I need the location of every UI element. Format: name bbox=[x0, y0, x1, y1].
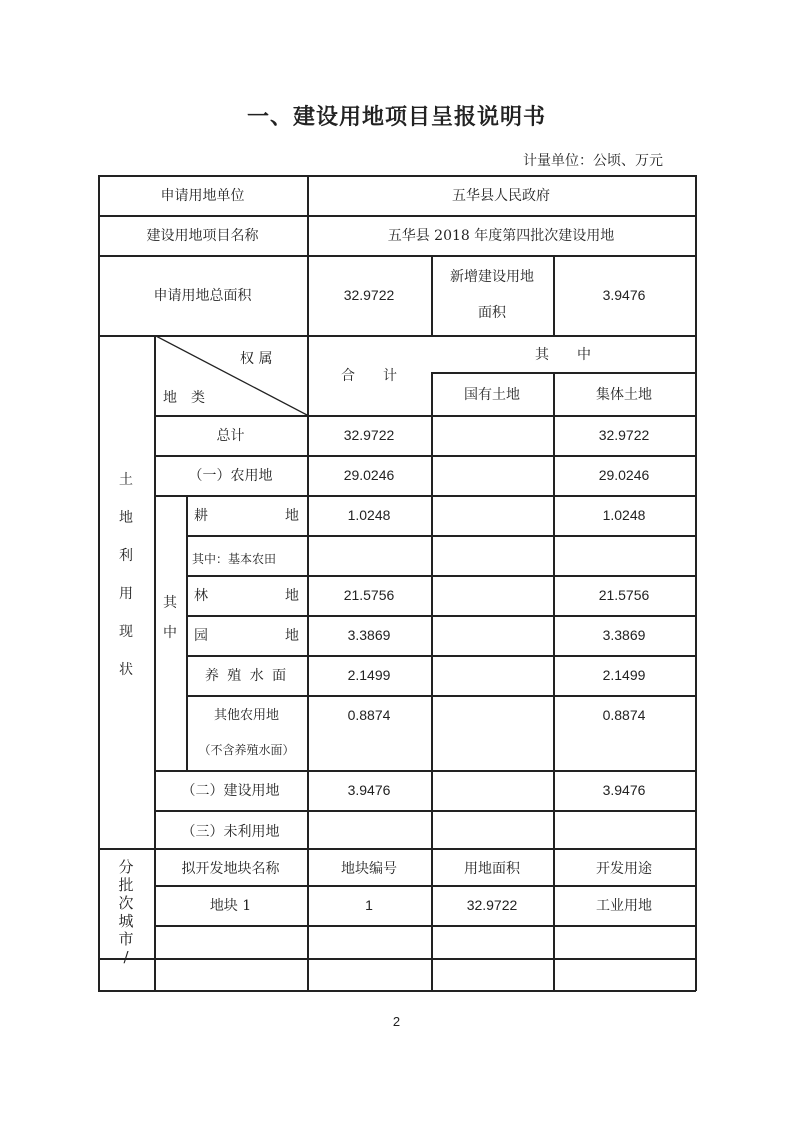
side-char: 市 bbox=[118, 930, 134, 948]
cell-state bbox=[431, 575, 553, 615]
cell-collective: 29.0246 bbox=[598, 467, 650, 483]
empty-cell bbox=[307, 958, 431, 990]
page-number: 2 bbox=[392, 1014, 401, 1029]
applicant-value: 五华县人民政府 bbox=[452, 188, 550, 204]
cell-total bbox=[307, 810, 431, 848]
cell-total: 1.0248 bbox=[347, 507, 391, 523]
cell-collective: 21.5756 bbox=[598, 587, 650, 603]
label-part: 地 bbox=[285, 508, 299, 524]
cell-collective bbox=[553, 810, 695, 848]
land-use-side-label bbox=[98, 455, 154, 695]
row-label: 总计 bbox=[216, 428, 245, 444]
label-part: 林 bbox=[194, 588, 208, 604]
new-area-label-line2: 面积 bbox=[478, 305, 506, 321]
cell-total: 0.8874 bbox=[347, 707, 391, 723]
batch-cell: 地块 1 bbox=[209, 898, 252, 914]
cell-state bbox=[431, 655, 553, 695]
side-char: 现 bbox=[119, 624, 133, 640]
cell-state bbox=[431, 810, 553, 848]
sub-char: 中 bbox=[163, 624, 177, 641]
row-label bbox=[186, 575, 307, 615]
cell-state bbox=[431, 615, 553, 655]
empty-cell bbox=[98, 958, 154, 990]
batch-cell bbox=[307, 925, 431, 958]
sub-char: 其 bbox=[163, 594, 177, 611]
new-area-label-line1: 新增建设用地 bbox=[450, 269, 534, 285]
batch-header: 开发用途 bbox=[596, 860, 652, 877]
cell-total bbox=[307, 535, 431, 575]
cell-collective: 2.1499 bbox=[602, 667, 646, 683]
empty-cell bbox=[431, 958, 553, 990]
side-char: / bbox=[123, 948, 129, 966]
side-char: 用 bbox=[119, 586, 133, 602]
cell-state bbox=[431, 535, 553, 575]
row-label bbox=[186, 615, 307, 655]
cell-total: 32.9722 bbox=[343, 427, 395, 443]
project-value: 五华县 2018 年度第四批次建设用地 bbox=[387, 228, 615, 244]
batch-cell: 工业用地 bbox=[596, 898, 652, 914]
new-area-label bbox=[431, 255, 553, 335]
cell-total: 21.5756 bbox=[343, 587, 395, 603]
batch-header: 地块编号 bbox=[341, 860, 397, 877]
unit-note: 计量单位：公顷、万元 bbox=[523, 153, 663, 169]
col-collective-header: 集体土地 bbox=[596, 386, 652, 403]
project-label: 建设用地项目名称 bbox=[146, 228, 259, 244]
total-area-label: 申请用地总面积 bbox=[153, 288, 252, 304]
cell-collective bbox=[553, 535, 695, 575]
cell-state bbox=[431, 495, 553, 535]
cell-state bbox=[431, 695, 553, 735]
new-area-value: 3.9476 bbox=[602, 287, 646, 303]
label-part: 地 bbox=[285, 588, 299, 604]
side-char: 批 bbox=[118, 876, 134, 894]
batch-header: 拟开发地块名称 bbox=[181, 860, 280, 877]
diag-bottom-label: 地 类 bbox=[163, 390, 205, 406]
side-char: 次 bbox=[118, 894, 134, 912]
cell-collective: 1.0248 bbox=[602, 507, 646, 523]
label-line: （不含养殖水面） bbox=[198, 742, 295, 757]
batch-cell bbox=[154, 925, 307, 958]
col-state-header: 国有土地 bbox=[464, 386, 520, 403]
cell-total: 3.3869 bbox=[347, 627, 391, 643]
total-area-value: 32.9722 bbox=[343, 287, 395, 303]
cell-collective: 32.9722 bbox=[598, 427, 650, 443]
label-part: 园 bbox=[194, 628, 208, 644]
col-total-header: 合 计 bbox=[341, 368, 397, 384]
cell-collective: 3.3869 bbox=[602, 627, 646, 643]
cell-state bbox=[431, 770, 553, 810]
col-of-which-header: 其 中 bbox=[535, 346, 591, 363]
label-part: 地 bbox=[285, 628, 299, 644]
row-label: （一）农用地 bbox=[188, 468, 273, 484]
side-char: 城 bbox=[118, 912, 134, 930]
row-label: 养 殖 水 面 bbox=[204, 668, 289, 684]
batch-cell: 32.9722 bbox=[466, 897, 518, 913]
cell-total: 29.0246 bbox=[343, 467, 395, 483]
side-char: 地 bbox=[119, 510, 133, 526]
cell-collective: 0.8874 bbox=[602, 707, 646, 723]
cell-total: 2.1499 bbox=[347, 667, 391, 683]
empty-cell bbox=[154, 958, 307, 990]
label-line: 其他农用地 bbox=[213, 707, 279, 723]
row-label bbox=[186, 695, 307, 770]
empty-cell bbox=[553, 958, 695, 990]
applicant-label: 申请用地单位 bbox=[160, 188, 245, 204]
side-char: 分 bbox=[118, 858, 134, 876]
side-char: 状 bbox=[119, 662, 133, 678]
batch-cell: 1 bbox=[365, 897, 373, 913]
batch-cell bbox=[431, 925, 553, 958]
diag-top-label: 权 属 bbox=[240, 351, 273, 367]
row-label: 其中：基本农田 bbox=[192, 551, 277, 566]
cell-state bbox=[431, 455, 553, 495]
row-label: （二）建设用地 bbox=[181, 783, 280, 799]
side-char: 土 bbox=[119, 472, 133, 488]
cell-collective: 3.9476 bbox=[602, 782, 646, 798]
subgroup-label bbox=[154, 495, 186, 770]
side-char: 利 bbox=[119, 548, 133, 564]
row-label bbox=[186, 495, 307, 535]
label-part: 耕 bbox=[194, 508, 208, 524]
cell-state bbox=[431, 415, 553, 455]
document-title: 一、建设用地项目呈报说明书 bbox=[246, 105, 546, 130]
row-label: （三）未利用地 bbox=[181, 824, 280, 840]
batch-header: 用地面积 bbox=[464, 860, 520, 877]
batch-cell bbox=[553, 925, 695, 958]
cell-total: 3.9476 bbox=[347, 782, 391, 798]
batch-side-label bbox=[98, 848, 154, 966]
